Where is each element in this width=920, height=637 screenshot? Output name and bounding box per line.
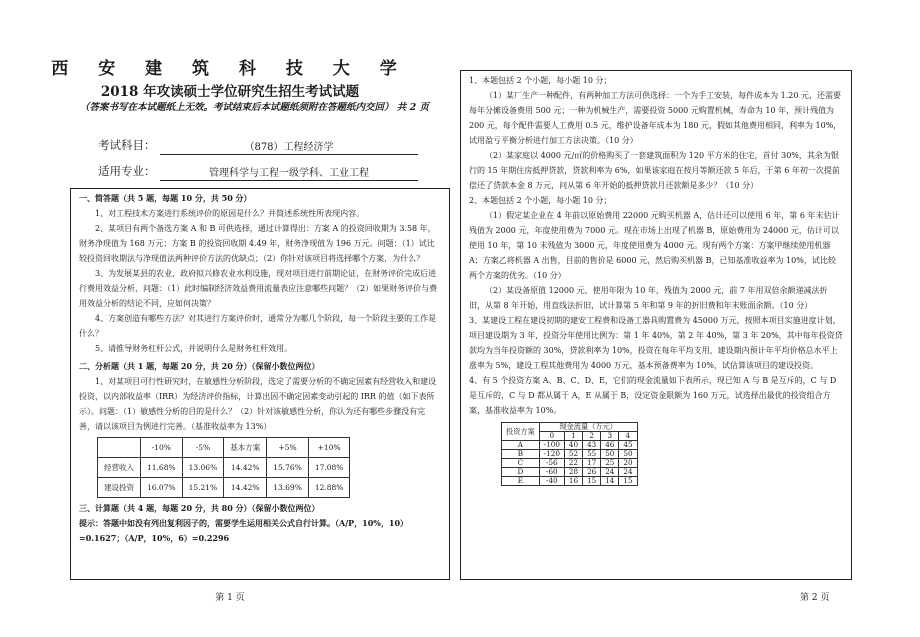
table-cell: E [502, 477, 540, 486]
table-cell: -56 [539, 459, 564, 468]
table-header-cell [98, 438, 141, 458]
table-cell: D [502, 468, 540, 477]
table-header-cell: -5% [182, 438, 224, 458]
question-3-2-part-2: （2）某设备原值 12000 元，使用年限为 10 年，残值为 2000 元，前 7 年用双倍余额递减法折旧，从第 8 年开始，用直线法折旧，试计算第 5 年和第 9 年的折旧费和年末账面余额。（10 分） [469, 286, 828, 310]
question-2-1: 1、对某项目可行性研究时，在敏感性分析阶段，选定了需要分析的不确定因素有经营收入和建设投资，以内部收益率（IRR）为经济评价指标，计算出因不确定因素变动引起的 IRR 的值（如下表所示）。问题：（1）敏感性分析的目的是什么？（2）针对该敏感性分析，你认为还有哪些步骤没有完善，请以该项目为例进行完善。（基准收益率为 13%） [79, 377, 437, 431]
major-label: 适用专业： [98, 164, 156, 178]
table-cell: 建设投资 [98, 478, 141, 498]
table-header-cell: 投资方案 [502, 423, 540, 441]
exam-title: 2018 年攻读硕士学位研究生招生考试试题 [100, 84, 360, 100]
table-header-cell: +10% [308, 438, 350, 458]
table-cell: -60 [539, 468, 564, 477]
table-row [502, 477, 638, 486]
section-three-hint: 提示：答题中如没有列出复利因子的，需要学生运用相关公式自行计算。（A/P，10%，10）=0.1627；（A/P，10%，6）=0.2296 [79, 518, 409, 543]
table-header-row [502, 423, 638, 432]
table-cell: 11.68% [141, 458, 183, 478]
question-3-2-part-1: （1）假定某企业在 4 年前以原始费用 22000 元购买机器 A，估计还可以使用 6 年，第 6 年末估计残值为 2000 元，年度使用费为 7000 元。现在市场上出现了机器 B，原始费用为 24000 元，估计可以使用 10 年，第 10 末残值为 3000 元，年度使用费为 4000 元。现有两个方案：方案甲继续使用机器 A；方案乙将机器 A 出售，目前的售价是 6000 元，然后购买机器 B，已知基准收益率为 10%，试比较两个方案的优劣。（10 分） [469, 211, 840, 280]
question-1-3: 3、为发展某县的农业，政府拟兴修农业水利设施，现对项目进行前期论证，在财务评价完成后进行费用效益分析，问题：（1）此时编制经济效益费用流量表应注意哪些问题？（2）如果财务评价与费用效益分析的结论不同，应如何决策？ [79, 269, 438, 308]
table-cell: 52 [564, 450, 582, 459]
table-cell: 14 [601, 477, 619, 486]
questions-box-page-one [70, 188, 450, 580]
section-three-title: 三、计算题（共 4 题，每题 20 分，共 80 分）（保留小数位两位） [79, 503, 320, 513]
table-cell: 13.69% [267, 478, 309, 498]
university-name: 西 安 建 筑 科 技 大 学 [51, 59, 409, 79]
table-header-cell: 现金流量（万元） [539, 423, 637, 432]
table-header-cell: 2 [583, 432, 601, 441]
table-cell: 15 [619, 477, 637, 486]
table-row [98, 458, 350, 478]
table-cell: 50 [601, 450, 619, 459]
table-cell: 15.76% [267, 458, 309, 478]
cashflow-table [501, 422, 638, 486]
table-header-row [98, 438, 350, 458]
exam-notice: （答案书写在本试题纸上无效。考试结束后本试题纸须附在答题纸内交回） 共 2 页 [80, 102, 430, 113]
table-cell: 46 [601, 441, 619, 450]
table-header-cell: 0 [539, 432, 564, 441]
table-cell: 13.06% [182, 458, 224, 478]
subject-label: 考试科目： [98, 138, 156, 152]
subject-value: （878）工程经济学 [160, 138, 418, 155]
table-cell: 15.21% [182, 478, 224, 498]
question-3-4: 4、有 5 个投资方案 A、B、C、D、E，它们的现金流量如下表所示，现已知 A 与 B 是互斥的，C 与 D 是互斥的，C 与 D 都从属于 A，E 从属于 B，设定资金限额为 160 万元，试选择出最优的投资组合方案，基准收益率为 10%。 [469, 376, 837, 415]
table-cell: -40 [539, 477, 564, 486]
table-cell: 14.42% [224, 458, 267, 478]
table-cell: 12.88% [308, 478, 350, 498]
question-3-2-intro: 2、本题包括 2 个小题，每小题 10 分； [469, 196, 612, 205]
table-header-cell: 1 [564, 432, 582, 441]
table-cell: 16.07% [141, 478, 183, 498]
table-cell: 50 [619, 450, 637, 459]
table-cell: -120 [539, 450, 564, 459]
table-cell: 经营收入 [98, 458, 141, 478]
question-1-1: 1、对工程技术方案进行系统评价的原因是什么？并简述系统性所表现内容。 [95, 209, 365, 218]
table-cell: 20 [619, 459, 637, 468]
table-header-cell: 基本方案 [224, 438, 267, 458]
table-cell: 45 [619, 441, 637, 450]
table-cell: 15 [583, 477, 601, 486]
section-one-title: 一、简答题（共 5 题，每题 10 分，共 50 分） [79, 193, 252, 203]
page-number: 第 2 页 [800, 593, 830, 603]
page-two [460, 0, 920, 637]
question-1-2: 2、某项目有两个备选方案 A 和 B 可供选择，通过计算得出：方案 A 的投资回收期为 3.58 年，财务净现值为 168 万元；方案 B 的投资回收期 4.49 年，财务净现值为 196 万元。问题：（1）试比较投资回收期法与净现值法两种评价方法的优缺点；（2）你针对该项目将选择哪个方案，为什么？ [79, 224, 436, 263]
question-1-5: 5、请推导财务杠杆公式，并说明什么是财务杠杆效用。 [95, 344, 293, 353]
question-1-4: 4、方案创造有哪些方法？对其进行方案评价时，通常分为哪几个阶段，每一个阶段主要的工作是什么？ [79, 314, 437, 338]
table-cell: 22 [564, 459, 582, 468]
question-3-1-part-2: （2）某家庭以 4000 元/㎡的价格购买了一套建筑面积为 120 平方米的住宅，首付 30%，其余为银行的 15 年期住房抵押贷款，贷款利率为 6%，如果该家庭在按月等额还款 5 年后，于第 6 年初一次提前偿还了贷款本金 8 万元，问从第 6 年开始的抵押贷款月还款额是多少？（10 分） [469, 151, 840, 190]
table-cell: B [502, 450, 540, 459]
table-header-cell: 3 [601, 432, 619, 441]
table-cell: 55 [583, 450, 601, 459]
table-cell: 24 [619, 468, 637, 477]
sensitivity-table [97, 437, 350, 498]
table-header-cell: 4 [619, 432, 637, 441]
table-cell: A [502, 441, 540, 450]
table-cell: 14.42% [224, 478, 267, 498]
table-cell: C [502, 459, 540, 468]
table-cell: 25 [601, 459, 619, 468]
section-two-title: 二、分析题（共 1 题，每题 20 分，共 20 分）（保留小数位两位） [79, 361, 320, 371]
table-cell: 17 [583, 459, 601, 468]
table-cell: 24 [601, 468, 619, 477]
table-cell: 28 [564, 468, 582, 477]
table-cell: 43 [583, 441, 601, 450]
table-cell: 40 [564, 441, 582, 450]
major-value: 管理科学与工程一级学科、工业工程 [160, 164, 418, 181]
table-cell: 26 [583, 468, 601, 477]
table-cell: -100 [539, 441, 564, 450]
question-3-3: 3、某建设工程在建设初期的建安工程费和设备工器具购置费为 45000 万元，按照本项目实施进度计划，项目建设期为 3 年，投资分年使用比例为：第 1 年 40%，第 2 年 40%，第 3 年 20%，其中每年投资贷款均为当年投资额的 30%，贷款利率为 10%，投资在每年平均支用，建设期内预计年平均价格总水平上涨率为 5%，建设工程其他费用为 4000 万元，基本预备费率为 10%，试估算该项目的建设投资。 [469, 316, 843, 370]
question-3-1-intro: 1、本题包括 2 个小题，每小题 10 分； [469, 76, 612, 85]
table-header-cell: -10% [141, 438, 183, 458]
table-header-cell: +5% [267, 438, 309, 458]
question-3-1-part-1: （1）某厂生产一种配件，有两种加工方法可供选择：一个为手工安装，每件成本为 1.20 元，还需要每年分摊设备费用 500 元；一种为机械生产，需要投资 5000 元购置机械，寿命为 10 年，预计残值为 200 元，每个配件需要人工费用 0.5 元，维护设备年成本为 180 元，假如其他费用相同，利率为 10%，试用盈亏平衡分析进行加工方法决策。（10 分） [469, 91, 842, 145]
table-cell: 17.08% [308, 458, 350, 478]
page-number: 第 1 页 [215, 593, 245, 603]
questions-box-page-two [460, 70, 852, 580]
table-row [98, 478, 350, 498]
table-cell: 16 [564, 477, 582, 486]
